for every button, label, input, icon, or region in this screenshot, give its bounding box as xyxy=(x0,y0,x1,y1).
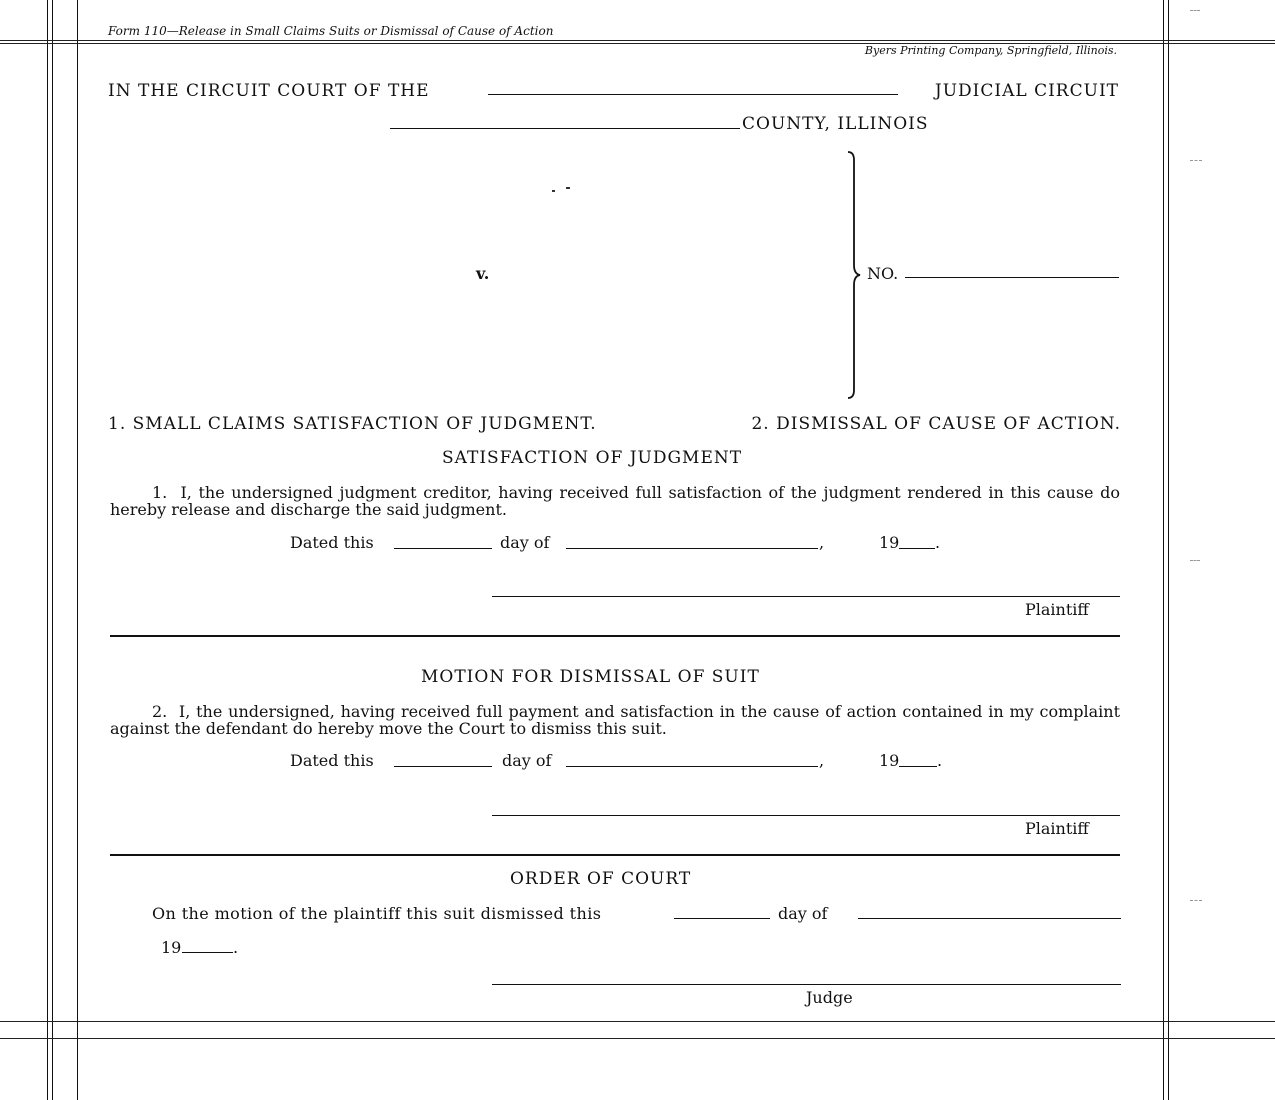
satisfaction-signature-field[interactable] xyxy=(492,596,1120,597)
motion-day-field[interactable] xyxy=(394,766,492,767)
satisfaction-day-field[interactable] xyxy=(394,548,492,549)
printer-credit: Byers Printing Company, Springfield, Illinois. xyxy=(864,44,1117,57)
county-label: COUNTY, ILLINOIS xyxy=(742,114,929,134)
judicial-circuit-label: JUDICIAL CIRCUIT xyxy=(934,81,1119,101)
judge-signature-field[interactable] xyxy=(492,984,1121,985)
judge-signature-label: Judge xyxy=(806,988,853,1007)
satisfaction-signature-label: Plaintiff xyxy=(1025,600,1089,619)
motion-heading: MOTION FOR DISMISSAL OF SUIT xyxy=(421,667,760,687)
motion-year-prefix: 19 xyxy=(879,751,900,770)
motion-signature-field[interactable] xyxy=(492,815,1120,816)
order-year-prefix: 19 xyxy=(161,938,182,957)
frame-line-left-outer xyxy=(47,0,48,1100)
form-title: Form 110—Release in Small Claims Suits or Dismissal of Cause of Action xyxy=(108,24,554,38)
satisfaction-day-of-label: day of xyxy=(500,533,550,552)
frame-line-right-outer xyxy=(1168,0,1169,1100)
order-text: On the motion of the plaintiff this suit dismissed this xyxy=(152,904,602,923)
motion-comma: , xyxy=(819,751,825,770)
case-bracket xyxy=(842,150,866,402)
title-item-2: 2. DISMISSAL OF CAUSE OF ACTION. xyxy=(751,414,1121,434)
order-year-field[interactable] xyxy=(182,952,233,953)
motion-dated-label: Dated this xyxy=(290,751,374,770)
satisfaction-year-field[interactable] xyxy=(899,548,935,549)
case-number-field[interactable] xyxy=(905,277,1119,278)
case-number-label: NO. xyxy=(867,264,899,283)
frame-line-bottom xyxy=(0,1021,1275,1022)
satisfaction-heading: SATISFACTION OF JUDGMENT xyxy=(442,448,743,468)
order-month-field[interactable] xyxy=(858,918,1121,919)
scan-mark xyxy=(1190,160,1202,161)
scan-mark xyxy=(1190,900,1202,901)
order-day-of-label: day of xyxy=(778,904,828,923)
frame-line-bottom-2 xyxy=(0,1038,1275,1039)
section-divider xyxy=(110,854,1120,856)
frame-line-left-edge xyxy=(77,0,78,1100)
scan-mark xyxy=(1190,10,1200,11)
satisfaction-dated-label: Dated this xyxy=(290,533,374,552)
motion-period: . xyxy=(937,751,943,770)
scan-mark xyxy=(1190,560,1200,561)
court-prefix: IN THE CIRCUIT COURT OF THE xyxy=(108,81,430,101)
satisfaction-year-prefix: 19 xyxy=(879,533,900,552)
satisfaction-comma: , xyxy=(819,533,825,552)
motion-signature-label: Plaintiff xyxy=(1025,819,1089,838)
motion-paragraph: 2. I, the undersigned, having received full payment and satisfaction in the cause of action contained in my complaint against the defendant do hereby move the Court to dismiss this suit. xyxy=(110,702,1120,738)
satisfaction-paragraph: 1. I, the undersigned judgment creditor, having received full satisfaction of the judgment rendered in this cause do hereby release and discharge the said judgment. xyxy=(110,483,1120,519)
motion-day-of-label: day of xyxy=(502,751,552,770)
order-period: . xyxy=(233,938,239,957)
frame-line-left-inner xyxy=(52,0,53,1100)
frame-line-right-inner xyxy=(1163,0,1164,1100)
frame-line-top xyxy=(0,40,1275,41)
order-day-field[interactable] xyxy=(674,918,770,919)
scan-speck xyxy=(566,187,570,189)
satisfaction-month-field[interactable] xyxy=(566,548,818,549)
county-field[interactable] xyxy=(390,128,740,129)
satisfaction-period: . xyxy=(935,533,941,552)
order-heading: ORDER OF COURT xyxy=(510,869,692,889)
versus-label: v. xyxy=(476,264,490,283)
section-divider xyxy=(110,635,1120,637)
scan-speck xyxy=(552,190,555,192)
circuit-number-field[interactable] xyxy=(488,94,898,95)
title-item-1: 1. SMALL CLAIMS SATISFACTION OF JUDGMENT. xyxy=(108,414,597,434)
motion-month-field[interactable] xyxy=(566,766,818,767)
motion-year-field[interactable] xyxy=(899,766,937,767)
